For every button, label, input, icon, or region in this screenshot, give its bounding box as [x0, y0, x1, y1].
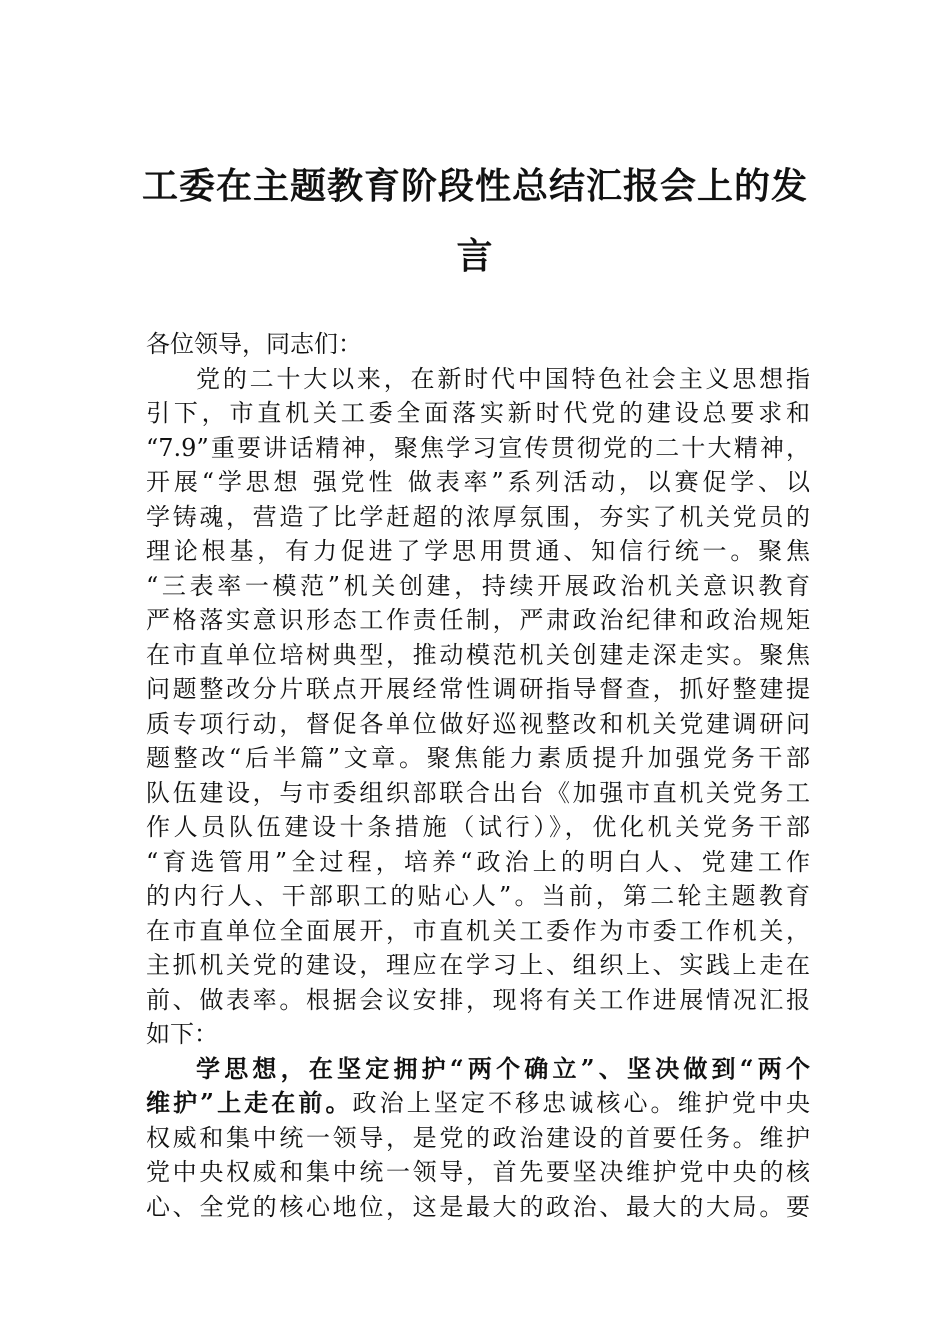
paragraph-line: “7.9”重要讲话精神，聚焦学习宣传贯彻党的二十大精神， [146, 433, 810, 462]
paragraph-line: 如下： [146, 1020, 218, 1048]
paragraph-line: 严格落实意识形态工作责任制，严肃政治纪律和政治规矩 [146, 606, 810, 634]
document-title-line-2: 言 [456, 235, 494, 277]
paragraph-line: 心、全党的核心地位，这是最大的政治、最大的大局。要 [146, 1192, 810, 1221]
paragraph-line: 党的二十大以来，在新时代中国特色社会主义思想指 [196, 364, 810, 393]
paragraph-line: 开展“学思想 强党性 做表率”系列活动，以赛促学、以 [146, 468, 810, 496]
section-heading-continuation [146, 1086, 810, 1121]
paragraph-line: 引下，市直机关工委全面落实新时代党的建设总要求和 [146, 399, 810, 427]
paragraph-line: 前、做表率。根据会议安排，现将有关工作进展情况汇报 [146, 985, 810, 1014]
paragraph-line: 队伍建设，与市委组织部联合出台《加强市直机关党务工 [146, 778, 810, 807]
section-heading: 学思想，在坚定拥护“两个确立”、坚决做到“两个 [196, 1053, 810, 1083]
paragraph-line: 权威和集中统一领导，是党的政治建设的首要任务。维护 [146, 1123, 810, 1152]
paragraph-line: 题整改“后半篇”文章。聚焦能力素质提升加强党务干部 [146, 744, 810, 772]
paragraph-line: “三表率一模范”机关创建，持续开展政治机关意识教育 [146, 571, 810, 600]
salutation: 各位领导，同志们： [146, 330, 362, 358]
paragraph-line: 主抓机关党的建设，理应在学习上、组织上、实践上走在 [146, 951, 810, 979]
paragraph-line: 学铸魂，营造了比学赶超的浓厚氛围，夯实了机关党员的 [146, 502, 810, 531]
section-text: 政治上坚定不移忠诚核心。维护党中央 [352, 1089, 811, 1117]
paragraph-line: 作人员队伍建设十条措施（试行）》，优化机关党务干部 [146, 813, 810, 841]
paragraph-line: 党中央权威和集中统一领导，首先要坚决维护党中央的核 [146, 1158, 810, 1186]
section-heading-end: 维护”上走在前。 [146, 1088, 353, 1117]
paragraph-line: 在市直单位培树典型，推动模范机关创建走深走实。聚焦 [146, 640, 810, 669]
paragraph-line: 在市直单位全面展开，市直机关工委作为市委工作机关， [146, 916, 810, 945]
paragraph-line: “育选管用”全过程，培养“政治上的明白人、党建工作 [146, 847, 810, 876]
paragraph-line: 质专项行动，督促各单位做好巡视整改和机关党建调研问 [146, 709, 810, 738]
paragraph-line: 问题整改分片联点开展经常性调研指导督查，抓好整建提 [146, 675, 810, 703]
document-body [146, 327, 810, 1224]
paragraph-line: 理论根基，有力促进了学思用贯通、知信行统一。聚焦 [146, 537, 810, 565]
paragraph-line: 的内行人、干部职工的贴心人”。当前，第二轮主题教育 [146, 882, 810, 910]
document-title-line-1: 工委在主题教育阶段性总结汇报会上的发 [141, 165, 808, 207]
